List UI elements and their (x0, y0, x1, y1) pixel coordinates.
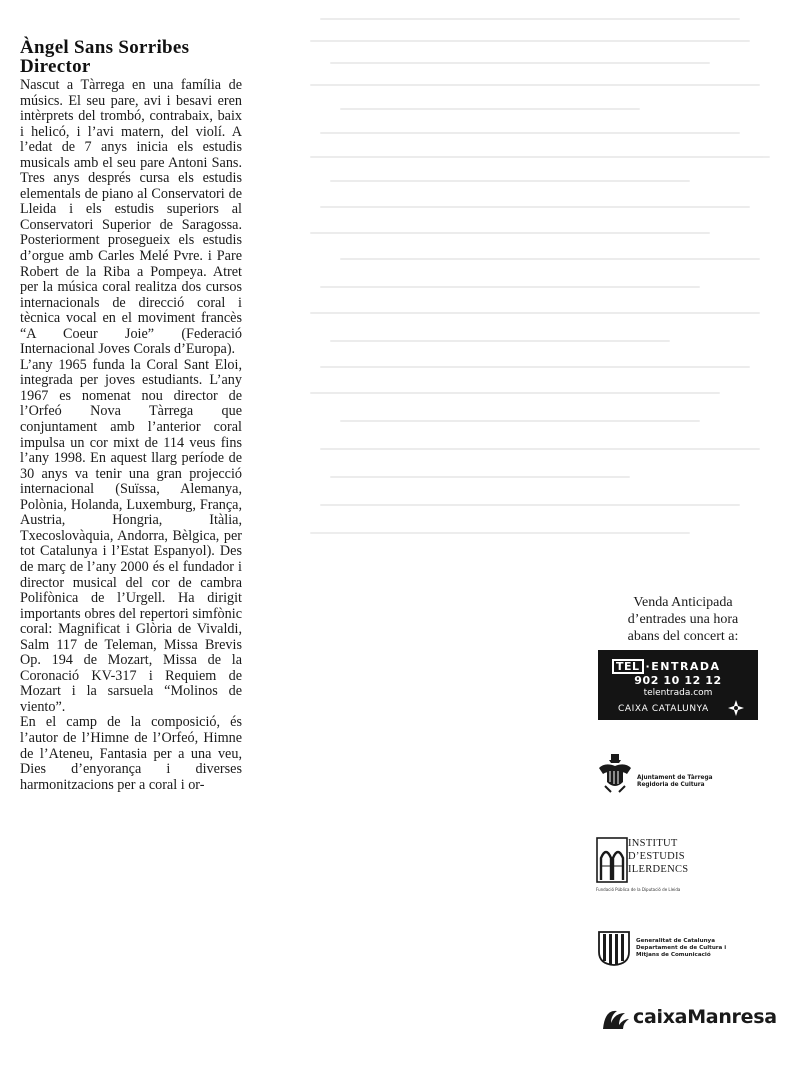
manresa-wordmark: Manresa (687, 1006, 777, 1028)
institut-arches-icon (596, 836, 628, 884)
caixa-catalunya-star-icon (728, 700, 744, 716)
ajuntament-line-2: Regidoria de Cultura (637, 782, 705, 788)
institut-footer: Fundació Pública de la Diputació de Lleida (596, 887, 681, 892)
generalitat-line-3: Mitjans de Comunicació (636, 952, 711, 958)
advance-sale-notice (588, 594, 778, 645)
caixa-manresa-wordmark (633, 1006, 777, 1028)
institut-line-3: ILERDENCS (628, 864, 689, 875)
telentrada-brand-rest: ENTRADA (651, 660, 721, 673)
institut-estudis-ilerdencs-logo (596, 836, 786, 894)
advance-sale-line-2: d’entrades una hora (627, 612, 739, 627)
coat-of-arms-icon (595, 752, 635, 796)
bio-paragraph-2: L’any 1965 funda la Coral Sant Eloi, integrada per joves estudiants. L’any 1967 es nomenat nou director de l’Orfeó Nova Tàrrega que conjuntament amb l’anterior coral impulsa un cor mixt de 114 veus fins l’any 1998. En aquest llarg període de 30 anys va tenir una gran projecció internacional (Suïssa, Alemanya, Polònia, Holanda, Luxemburg, França, Austria, Hongria, Itàlia, Txecoslovàquia, Andorra, Bèlgica, per tot Catalunya i l’Estat Espanyol). Des de març de l’any 2000 és el fundador i director musical del cor de cambra Polifònica de l’Urgell. Ha dirigit importants obres del repertori simfònic coral: Magnificat i Glòria de Vivaldi, Salm 117 de Teleman, Missa Brevis Op. 194 de Mozart, Missa de la Coronació KV-317 i Requiem de Mozart i la sarsuela “Molinos de viento”. (20, 356, 242, 715)
telentrada-logo (598, 650, 758, 720)
caixa-wordmark-bold: caixa (633, 1006, 688, 1028)
bio-paragraph-1: Nascut a Tàrrega en una família de músics. El seu pare, avi i besavi eren intèrprets del trombó, contrabaix, baix i helicó, i l’avi matern, del violí. A l’edat de 7 anys inicia els estudis musicals amb el seu pare Antoni Sans. Tres anys després cursa els estudis elementals de piano al Conservatori de Lleida i els estudis superiors al Conservatori Superior de Saragossa. Posteriorment prosegueix els estudis d’orgue amb Carles Melé Pvre. i Pare Robert de la Riba a Pompeya. Atret per la música coral realitza dos cursos internacionals de direcció coral i tècnica vocal en el moviment francès “A Coeur Joie” (Federació Internacional Joves Corals d’Europa). (20, 77, 242, 358)
biography-article (20, 38, 242, 793)
generalitat-catalunya-logo (598, 930, 788, 970)
advance-sale-line-3: abans del concert a: (627, 629, 739, 644)
telentrada-brand-box: TEL (612, 659, 644, 674)
advance-sale-line-1: Venda Anticipada (633, 595, 733, 610)
bio-paragraph-3: En el camp de la composició, és l’autor de l’Himne de l’Orfeó, Himne de l’Ateneu, Fantasia per a una veu, Dies d’enyorança i diverses harmonitzacions per a coral i or- (20, 714, 242, 793)
generalitat-line-2: Departament de de Cultura i (636, 945, 727, 951)
director-role: Director (20, 56, 91, 77)
institut-line-2: D’ESTUDIS (628, 851, 685, 862)
telentrada-url: telentrada.com (643, 688, 713, 698)
telentrada-bank: CAIXA CATALUNYA (618, 704, 709, 714)
ajuntament-tarrega-logo (595, 752, 785, 802)
ajuntament-line-1: Ajuntament de Tàrrega (637, 775, 713, 781)
director-name: Àngel Sans Sorribes (20, 37, 190, 58)
generalitat-shield-icon (598, 930, 630, 966)
show-through-texture (300, 0, 780, 560)
caixa-manresa-swoosh-icon (601, 1005, 631, 1031)
generalitat-line-1: Generalitat de Catalunya (636, 938, 715, 944)
caixa-manresa-logo (601, 1003, 791, 1037)
institut-line-1: INSTITUT (628, 838, 678, 849)
telentrada-brand: TEL ·ENTRADA (612, 659, 721, 674)
telentrada-phone: 902 10 12 12 (634, 674, 722, 687)
